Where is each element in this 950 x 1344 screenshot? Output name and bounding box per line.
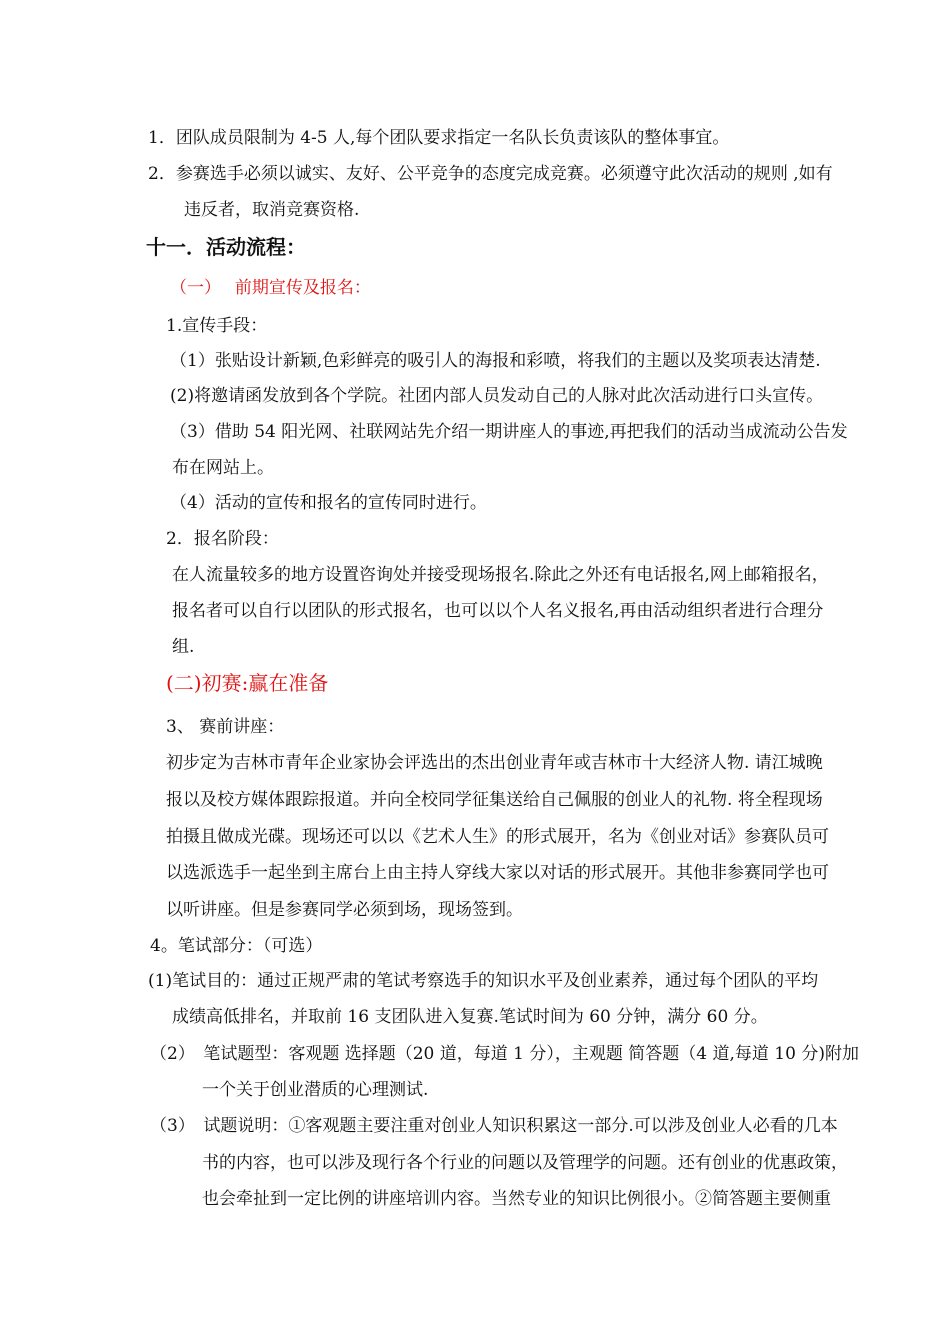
subsection-heading-1: （一） 前期宣传及报名：: [170, 278, 371, 298]
paragraph-line: 报名者可以自行以团队的形式报名，也可以以个人名义报名,再由活动组织者进行合理分: [172, 601, 824, 621]
paragraph-line: 布在网站上。: [172, 458, 274, 478]
paragraph-line: 以选派选手一起坐到主席台上由主持人穿线大家以对话的形式展开。其他非参赛同学也可: [166, 863, 829, 883]
paragraph-line: 书的内容，也可以涉及现行各个行业的问题以及管理学的问题。还有创业的优惠政策，: [202, 1153, 848, 1173]
rule-item-2: 2．参赛选手必须以诚实、友好、公平竞争的态度完成竞赛。必须遵守此次活动的规则 ,如有: [148, 164, 833, 184]
paragraph-line: 一个关于创业潜质的心理测试.: [202, 1080, 429, 1100]
paragraph-line: 在人流量较多的地方设置咨询处并接受现场报名.除此之外还有电话报名,网上邮箱报名，: [172, 565, 829, 585]
paragraph-line: 初步定为吉林市青年企业家协会评选出的杰出创业青年或吉林市十大经济人物. 请江城晚: [166, 753, 823, 773]
rule-item-1: 1．团队成员限制为 4-5 人,每个团队要求指定一名队长负责该队的整体事宜。: [148, 128, 730, 148]
paragraph-line: 以听讲座。但是参赛同学必须到场，现场签到。: [166, 900, 523, 920]
paragraph-line: (2)将邀请函发放到各个学院。社团内部人员发动自己的人脉对此次活动进行口头宣传。: [170, 386, 824, 406]
paragraph-line: （3） 试题说明：①客观题主要注重对创业人知识积累这一部分.可以涉及创业人必看的几本: [150, 1116, 838, 1136]
rule-item-2-cont: 违反者，取消竞赛资格.: [184, 200, 360, 220]
paragraph-line: （4）活动的宣传和报名的宣传同时进行。: [170, 493, 487, 513]
paragraph-line: 也会牵扯到一定比例的讲座培训内容。当然专业的知识比例很小。②简答题主要侧重: [202, 1189, 831, 1209]
paragraph-line: （3）借助 54 阳光网、社联网站先介绍一期讲座人的事迹,再把我们的活动当成流动公告发: [170, 422, 848, 442]
paragraph-line: 成绩高低排名，并取前 16 支团队进入复赛.笔试时间为 60 分钟，满分 60 分。: [172, 1007, 768, 1027]
item-heading: 2．报名阶段：: [166, 529, 279, 549]
paragraph-line: (1)笔试目的：通过正规严肃的笔试考察选手的知识水平及创业素养，通过每个团队的平均: [148, 971, 819, 991]
paragraph-line: 拍摄且做成光碟。现场还可以以《艺术人生》的形式展开，名为《创业对话》参赛队员可: [166, 827, 829, 847]
paragraph-line: 报以及校方媒体跟踪报道。并向全校同学征集送给自己佩服的创业人的礼物. 将全程现场: [166, 790, 823, 810]
paragraph-line: 组.: [172, 637, 195, 657]
subsection-heading-2: (二)初赛:赢在准备: [166, 671, 329, 695]
item-heading: 4。笔试部分：（可选）: [150, 936, 323, 956]
paragraph-line: （2） 笔试题型：客观题 选择题（20 道，每道 1 分），主观题 简答题（4 道,每道 10 分)附加: [150, 1044, 859, 1064]
section-heading: 十一．活动流程：: [146, 235, 306, 259]
item-heading: 1.宣传手段：: [166, 316, 268, 336]
paragraph-line: （1）张贴设计新颖,色彩鲜亮的吸引人的海报和彩喷，将我们的主题以及奖项表达清楚.: [170, 351, 821, 371]
item-heading: 3、 赛前讲座：: [166, 717, 285, 737]
